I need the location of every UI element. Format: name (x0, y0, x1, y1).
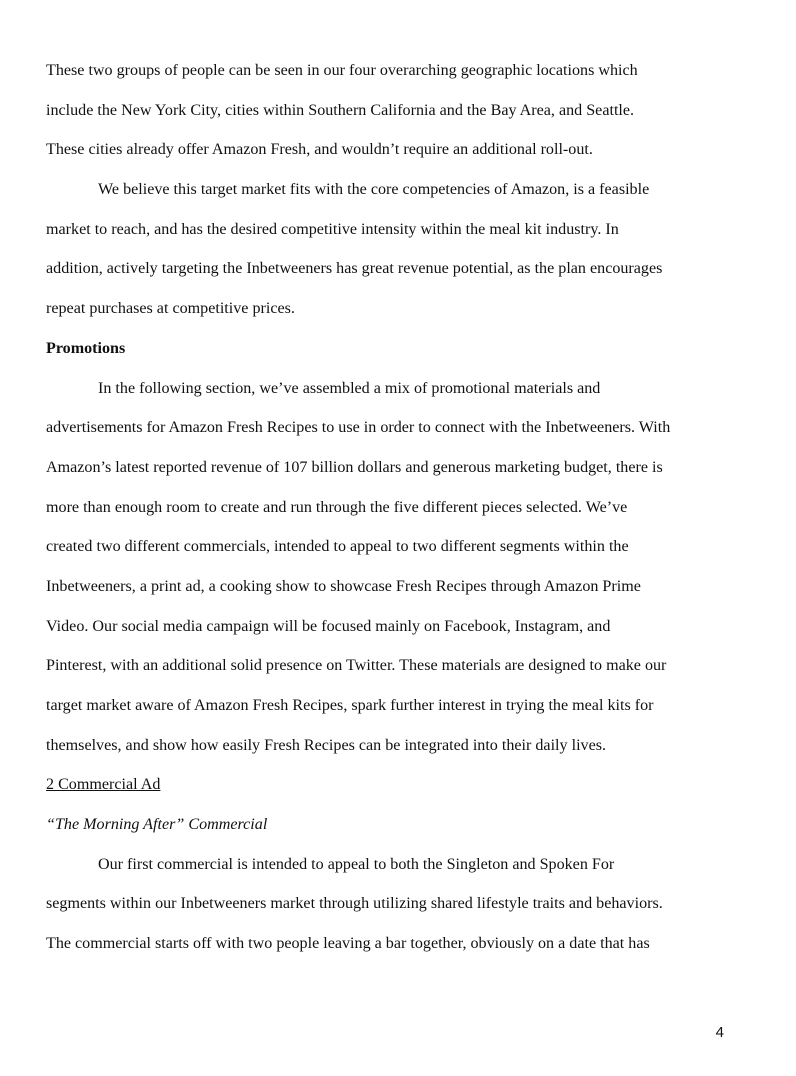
paragraph-line: These two groups of people can be seen in our four overarching geographic locations which (46, 62, 638, 79)
paragraph-line: Video. Our social media campaign will be focused mainly on Facebook, Instagram, and (46, 617, 611, 635)
paragraph-line: segments within our Inbetweeners market through utilizing shared lifestyle traits and behaviors. (46, 895, 663, 913)
paragraph-line: Our first commercial is intended to appeal to both the Singleton and Spoken For (98, 855, 615, 873)
paragraph-line: In the following section, we’ve assembled a mix of promotional materials and (98, 379, 601, 397)
paragraph-line: We believe this target market fits with the core competencies of Amazon, is a feasible (98, 181, 650, 199)
paragraph-line: more than enough room to create and run through the five different pieces selected. We’ve (46, 498, 628, 516)
paragraph-line: Pinterest, with an additional solid presence on Twitter. These materials are designed to make our (46, 657, 667, 675)
paragraph-line: Inbetweeners, a print ad, a cooking show to showcase Fresh Recipes through Amazon Prime (46, 577, 641, 595)
paragraph-line: repeat purchases at competitive prices. (46, 300, 295, 318)
body-text (46, 51, 746, 964)
paragraph-line: The commercial starts off with two people leaving a bar together, obviously on a date that has (46, 935, 650, 953)
paragraph-line: themselves, and show how easily Fresh Recipes can be integrated into their daily lives. (46, 736, 607, 754)
paragraph-line: These cities already offer Amazon Fresh, and wouldn’t require an additional roll-out. (46, 141, 593, 159)
page-number: 4 (715, 1024, 724, 1041)
section-heading-promotions: Promotions (46, 339, 126, 357)
paragraph-line: advertisements for Amazon Fresh Recipes to use in order to connect with the Inbetweeners. With (46, 419, 671, 437)
subheading-morning-after: “The Morning After” Commercial (46, 816, 268, 834)
paragraph-line: target market aware of Amazon Fresh Recipes, spark further interest in trying the meal kits for (46, 697, 654, 714)
paragraph-line: Amazon’s latest reported revenue of 107 billion dollars and generous marketing budget, there is (46, 458, 663, 476)
paragraph-line: addition, actively targeting the Inbetweeners has great revenue potential, as the plan encourages (46, 260, 663, 278)
paragraph-line: include the New York City, cities within Southern California and the Bay Area, and Seattle. (46, 101, 635, 119)
paragraph-line: created two different commercials, intended to appeal to two different segments within the (46, 538, 629, 556)
subheading-commercial-ad: 2 Commercial Ad (46, 776, 161, 794)
paragraph-line: market to reach, and has the desired competitive intensity within the meal kit industry. In (46, 220, 619, 238)
